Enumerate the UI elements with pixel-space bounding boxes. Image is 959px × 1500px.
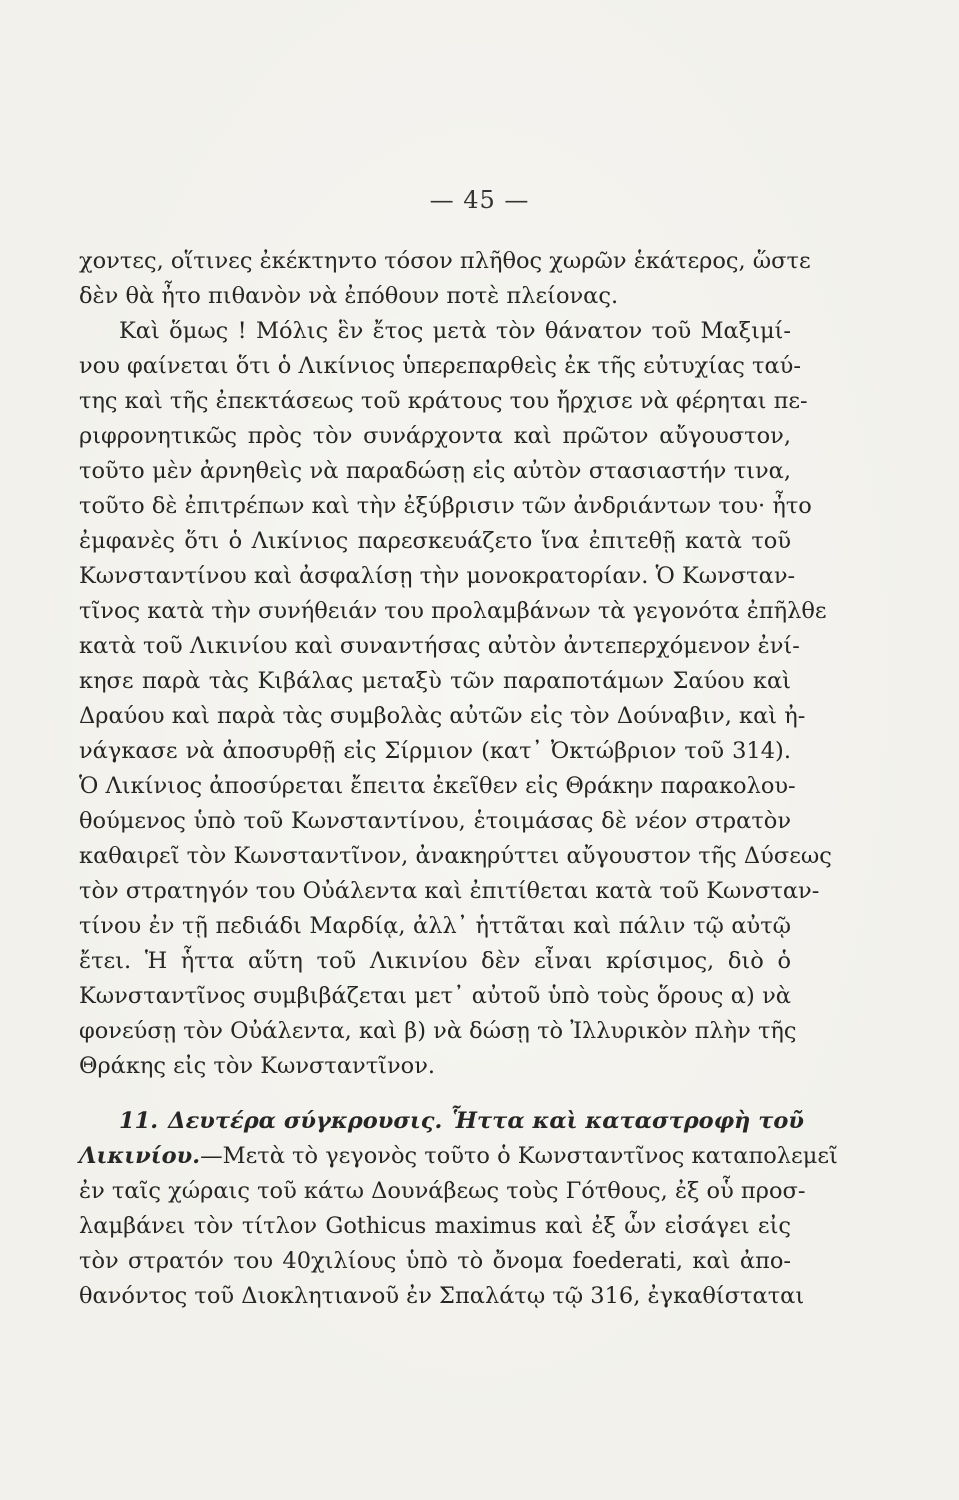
section-number: 11. — [119, 1108, 159, 1134]
body-text — [79, 244, 838, 1314]
text-line: ριφρονητικῶς πρὸς τὸν συνάρχοντα καὶ πρῶτον αὔγουστον, — [79, 423, 791, 449]
text-line: ἐμφανὲς ὅτι ὁ Λικίνιος παρεσκευάζετο ἵνα ἐπιτεθῇ κατὰ τοῦ — [79, 528, 791, 554]
paragraph-continuation — [79, 244, 811, 314]
text-line: Ὁ Λικίνιος ἀποσύρεται ἔπειτα ἐκεῖθεν εἰς Θράκην παρακολου- — [79, 773, 796, 799]
text-line: θούμενος ὑπὸ τοῦ Κωνσταντίνου, ἑτοιμάσας δὲ νέον στρατὸν — [79, 808, 791, 834]
text-line: της καὶ τῆς ἐπεκτάσεως τοῦ κράτους του ἤρχισε νὰ φέρηται πε- — [79, 388, 808, 414]
text-line: ἐν ταῖς χώραις τοῦ κάτω Δουνάβεως τοὺς Γότθους, ἐξ οὗ προσ- — [79, 1178, 806, 1204]
text-line: τοῦτο μὲν ἀρνηθεὶς νὰ παραδώσῃ εἰς αὐτὸν στασιαστήν τινα, — [79, 458, 791, 484]
section-heading — [79, 1104, 805, 1139]
text-line: Κωνσταντίνου καὶ ἀσφαλίσῃ τὴν μονοκρατορίαν. Ὁ Κωνσταν- — [79, 563, 796, 589]
section-11 — [79, 1104, 838, 1314]
text-line: Καὶ ὅμως ! Μόλις ἓν ἔτος μετὰ τὸν θάνατον τοῦ Μαξιμί- — [119, 318, 791, 344]
text-line: ἔτει. Ἡ ἧττα αὕτη τοῦ Λικινίου δὲν εἶναι κρίσιμος, διὸ ὁ — [79, 948, 791, 974]
text-line: θανόντος τοῦ Διοκλητιανοῦ ἐν Σπαλάτῳ τῷ 316, ἐγκαθίσταται — [79, 1283, 805, 1309]
text-line: τῖνος κατὰ τὴν συνήθειάν του προλαμβάνων τὰ γεγονότα ἐπῆλθε — [79, 598, 827, 624]
text-line: τὸν στρατηγόν του Οὐάλεντα καὶ ἐπιτίθεται κατὰ τοῦ Κωνσταν- — [79, 878, 820, 904]
text-line: λαμβάνει τὸν τίτλον Gothicus maximus καὶ ἐξ ὧν εἰσάγει εἰς — [79, 1213, 791, 1239]
section-title: Δευτέρα σύγκρουσις. Ἧττα καὶ καταστροφὴ τοῦ — [168, 1108, 805, 1134]
text-line: Δραύου καὶ παρὰ τὰς συμβολὰς αὐτῶν εἰς τὸν Δούναβιν, καὶ ἠ- — [79, 703, 806, 729]
text-line: φονεύσῃ τὸν Οὐάλεντα, καὶ β) νὰ δώσῃ τὸ Ἰλλυρικὸν πλὴν τῆς — [79, 1018, 797, 1044]
text-line: τοῦτο δὲ ἐπιτρέπων καὶ τὴν ἐξύβρισιν τῶν ἀνδριάντων του· ἦτο — [79, 493, 812, 519]
text-line: Θράκης εἰς τὸν Κωνσταντῖνον. — [79, 1053, 436, 1079]
section-title-continued: Λικινίου. — [79, 1143, 201, 1169]
section-text-start: —Μετὰ τὸ γεγονὸς τοῦτο ὁ Κωνσταντῖνος καταπολεμεῖ — [200, 1143, 838, 1169]
text-line: δὲν θὰ ἦτο πιθανὸν νὰ ἐπόθουν ποτὲ πλείονας. — [79, 283, 619, 309]
paragraph-licinius-conflict — [79, 314, 832, 1084]
text-line: χοντες, οἵτινες ἐκέκτηντο τόσον πλῆθος χωρῶν ἑκάτερος, ὥστε — [79, 248, 811, 274]
text-line — [79, 1139, 838, 1174]
page-number: — 45 — — [429, 186, 530, 214]
text-line: νου φαίνεται ὅτι ὁ Λικίνιος ὑπερεπαρθεὶς ἐκ τῆς εὐτυχίας ταύ- — [79, 353, 801, 379]
text-line: καθαιρεῖ τὸν Κωνσταντῖνον, ἀνακηρύττει αὔγουστον τῆς Δύσεως — [79, 843, 832, 869]
section-spacer — [79, 1084, 791, 1104]
text-line: νάγκασε νὰ ἀποσυρθῇ εἰς Σίρμιον (κατ᾽ Ὀκτώβριον τοῦ 314). — [79, 738, 791, 764]
text-line: τὸν στρατόν του 40χιλίους ὑπὸ τὸ ὄνομα foederati, καὶ ἀπο- — [79, 1248, 791, 1274]
text-line: τίνου ἐν τῇ πεδιάδι Μαρδίᾳ, ἀλλ᾽ ἡττᾶται καὶ πάλιν τῷ αὐτῷ — [79, 913, 791, 939]
text-line: Κωνσταντῖνος συμβιβάζεται μετ᾽ αὐτοῦ ὑπὸ τοὺς ὅρους α) νὰ — [79, 983, 791, 1009]
text-line: κατὰ τοῦ Λικινίου καὶ συναντήσας αὐτὸν ἀντεπερχόμενον ἐνί- — [79, 633, 800, 659]
text-line: κησε παρὰ τὰς Κιβάλας μεταξὺ τῶν παραποτάμων Σαύου καὶ — [79, 668, 791, 694]
